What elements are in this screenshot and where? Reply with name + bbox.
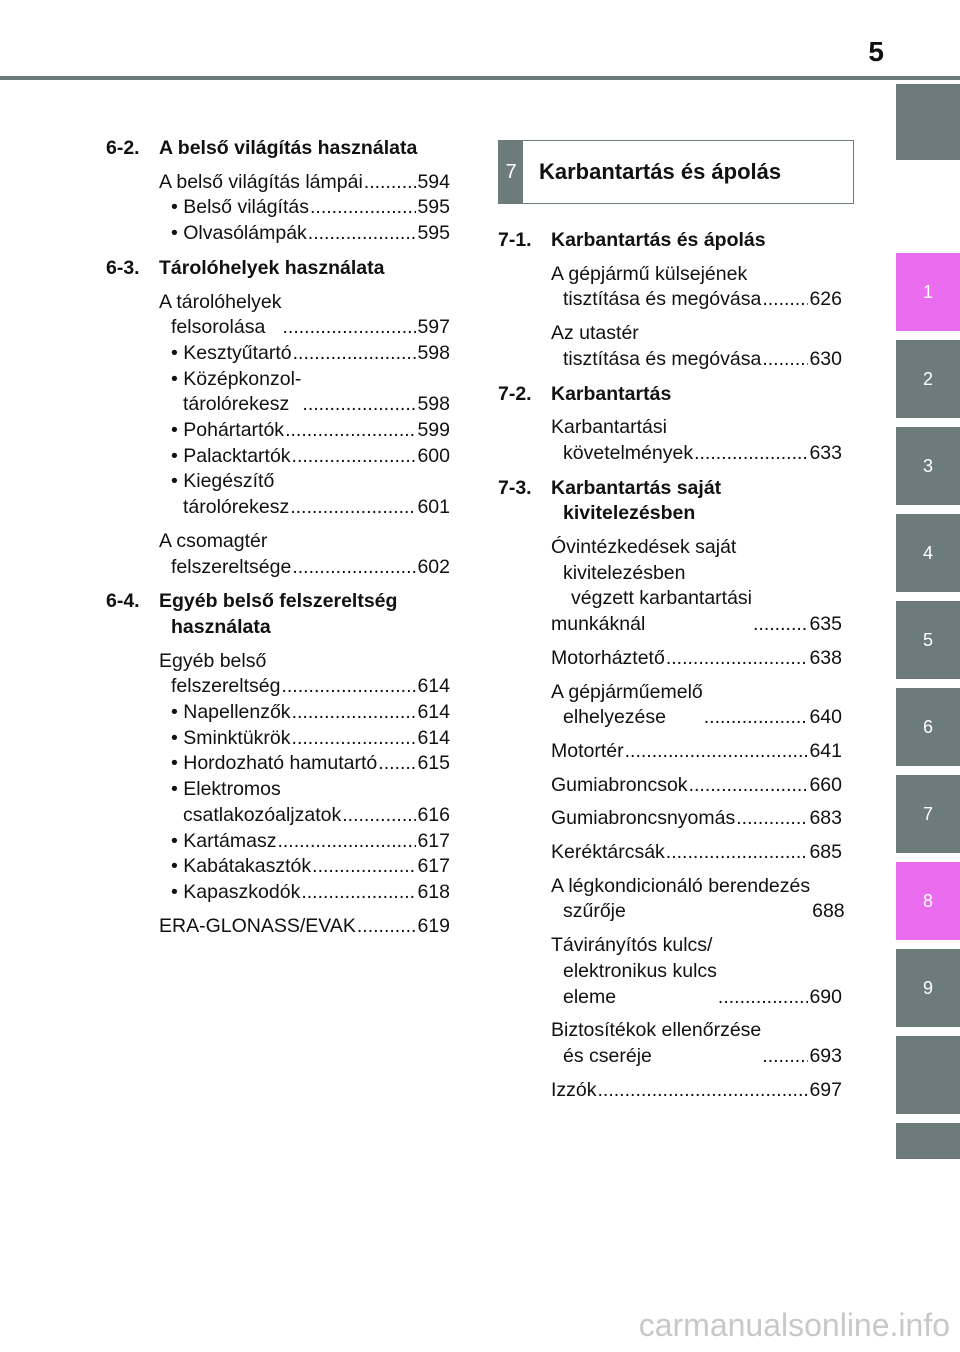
chapter-tab-4[interactable]: 4 <box>896 514 960 592</box>
toc-entry[interactable]: Keréktárcsák ..... 685 <box>551 840 842 866</box>
toc-entry[interactable]: Motortér ..... 641 <box>551 739 842 765</box>
section-heading[interactable]: 6-3. Tárolóhelyek használata <box>106 256 385 279</box>
toc-entry[interactable]: Gumiabroncsnyomás ..... 683 <box>551 806 842 832</box>
chapter-tabs <box>896 84 960 1168</box>
toc-entry[interactable]: Távirányítós kulcs/ elektronikus kulcs eleme ..... 690 <box>551 933 842 1010</box>
watermark: carmanualsonline.info <box>638 1307 950 1343</box>
toc-section-6-3 <box>106 256 450 580</box>
toc-entry[interactable]: • Kesztyűtartó ..... 598 <box>171 341 450 367</box>
chapter-tab-1[interactable]: 1 <box>896 253 960 331</box>
toc-entry[interactable]: Egyéb belső felszereltség ..... 614 <box>159 649 450 700</box>
chapter-number: 7 <box>499 141 523 203</box>
toc-entry[interactable]: A tárolóhelyek felsorolása ..... 597 <box>159 290 450 341</box>
chapter-tab-3[interactable]: 3 <box>896 427 960 505</box>
toc-entry[interactable]: • Kapaszkodók ..... 618 <box>171 880 450 906</box>
chapter-tab-5[interactable]: 5 <box>896 601 960 679</box>
toc-entry[interactable]: A gépjármű külsejének tisztítása és megóvása ..... 626 <box>551 262 842 313</box>
toc-entry[interactable]: Óvintézkedések saját kivitelezésben végzett karbantartási munkáknál ..... 635 <box>551 535 842 638</box>
toc-entry[interactable]: • Hordozható hamutartó ..... 615 <box>171 751 450 777</box>
toc-entry[interactable]: • Sminktükrök ..... 614 <box>171 726 450 752</box>
toc-section-7-3 <box>498 476 845 1104</box>
page-number: 5 <box>868 36 884 67</box>
chapter-tab-6[interactable]: 6 <box>896 688 960 766</box>
toc-left-column <box>106 136 450 948</box>
toc-section-7-1 <box>498 228 842 373</box>
chapter-tab-9[interactable]: 9 <box>896 949 960 1027</box>
section-heading[interactable]: 7-2. Karbantartás <box>498 382 672 405</box>
section-heading[interactable]: 6-2. A belső világítás használata <box>106 137 418 159</box>
toc-entry[interactable]: • Olvasólámpák ..... 595 <box>171 221 450 247</box>
toc-entry[interactable]: Biztosítékok ellenőrzése és cseréje ..... 693 <box>551 1018 842 1069</box>
toc-entry[interactable]: • Elektromos csatlakozóaljzatok ..... 616 <box>171 777 450 828</box>
chapter-tab-blank-top[interactable] <box>896 84 960 160</box>
toc-entry[interactable]: • Kartámasz ..... 617 <box>171 829 450 855</box>
toc-entry[interactable]: • Középkonzol- tárolórekesz ..... 598 <box>171 367 450 418</box>
chapter-tab-2[interactable]: 2 <box>896 340 960 418</box>
chapter-tab-blank-bottom[interactable] <box>896 1036 960 1114</box>
toc-entry[interactable]: Karbantartási követelmények ..... 633 <box>551 415 842 466</box>
toc-entry[interactable]: • Napellenzők ..... 614 <box>171 700 450 726</box>
toc-entry[interactable]: • Palacktartók ..... 600 <box>171 444 450 470</box>
section-heading[interactable]: 7-1. Karbantartás és ápolás <box>498 229 766 251</box>
chapter-tab-blank-end[interactable] <box>896 1123 960 1159</box>
toc-entry[interactable]: • Kiegészítő tárolórekesz ..... 601 <box>171 469 450 520</box>
toc-section-7-2 <box>498 382 842 467</box>
section-heading[interactable]: 6-4. Egyéb belső felszereltség használata <box>106 590 398 638</box>
toc-entry[interactable]: Motorháztető ..... 638 <box>551 646 842 672</box>
toc-entry[interactable]: • Belső világítás ..... 595 <box>171 195 450 221</box>
toc-right-column <box>498 228 845 1112</box>
toc-entry[interactable]: A csomagtér felszereltsége ..... 602 <box>159 529 450 580</box>
toc-entry[interactable]: ERA-GLONASS/EVAK ..... 619 <box>159 914 450 940</box>
toc-entry[interactable]: Izzók ..... 697 <box>551 1078 842 1104</box>
toc-entry[interactable]: A légkondicionáló berendezés szűrője 688 <box>551 874 845 923</box>
chapter-7-header <box>498 140 854 204</box>
toc-section-6-4 <box>106 589 450 939</box>
toc-entry[interactable]: Az utastér tisztítása és megóvása ..... 630 <box>551 321 842 372</box>
header-rule <box>0 76 960 80</box>
toc-section-6-2 <box>106 136 450 247</box>
chapter-tab-8[interactable]: 8 <box>896 862 960 940</box>
section-heading[interactable]: 7-3. Karbantartás saját kivitelezésben <box>498 476 722 525</box>
toc-entry[interactable]: • Pohártartók ..... 599 <box>171 418 450 444</box>
chapter-tab-7[interactable]: 7 <box>896 775 960 853</box>
chapter-title: Karbantartás és ápolás <box>539 159 782 184</box>
toc-entry[interactable]: A gépjárműemelő elhelyezése ..... 640 <box>551 680 842 731</box>
toc-entry[interactable]: • Kabátakasztók ..... 617 <box>171 854 450 880</box>
toc-entry[interactable]: A belső világítás lámpái ..... 594 <box>159 170 450 196</box>
toc-entry[interactable]: Gumiabroncsok ..... 660 <box>551 773 842 799</box>
